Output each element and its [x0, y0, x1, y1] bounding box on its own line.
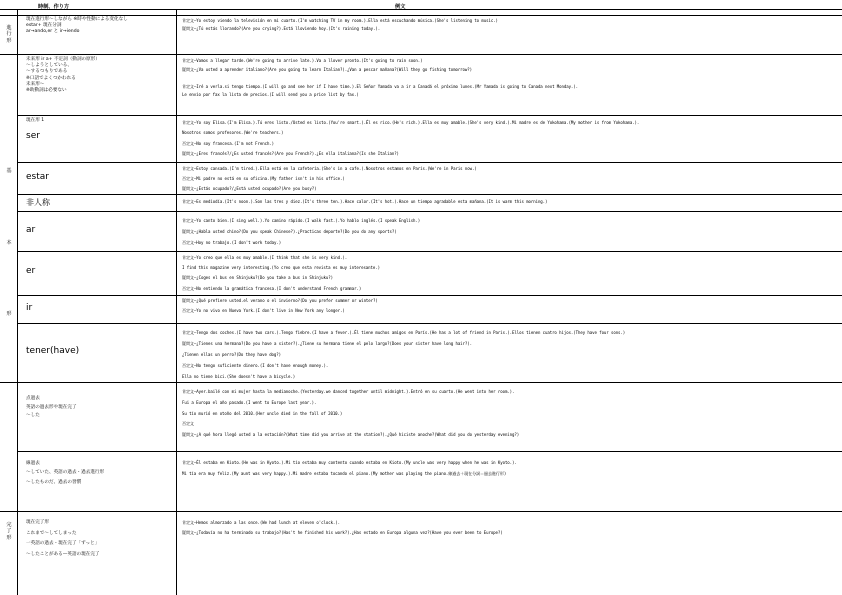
- verb-label: ar: [26, 225, 36, 235]
- row-rule: [18, 251, 842, 252]
- verb-label: 非人称: [26, 198, 50, 207]
- row-rule: [18, 451, 842, 452]
- form-cell: 現在完了形 これまで〜してしまった 一英語の過去・現在完了「ずっと」 〜したことがある—英語の現在完了: [26, 520, 100, 557]
- row-rule: [18, 211, 842, 212]
- form-cell: 現在進行形〜しながら ※時や性動による変化なし estar+ 現在分詞 ar→ando,er と ir→iendo: [26, 17, 128, 35]
- example-cell: 疑問文—¿Qué prefiere usted.el verano o el invierno?(Do you prefer summer or winter?) 否定文—Yo no vivo en Nueva York.(I don't live in New York any longer.): [182, 298, 378, 314]
- example-cell: 肯定文—Tengo dos coches.(I have two cars.).Tengo fiebre.(I have a fever.).Él tiene muchos amigos en París.(He has a lot of friend in Paris.).Ellos tienen cuatro hijos.(They have four sons.) 疑問文—¿Tienes una hermana?(Do you have a sister?).¿Tiene su hermana tiene el pelo largo?(Does your sister have long hair?). ¿Tienen ellas un perro?(Do they have dog?) 否定文—No tengo suficiente dinero.(I don't have enough money.). Ella no tiene bici.(She doesn't have a bicycle.): [182, 330, 626, 380]
- header-form-column: 時制、作り方: [38, 4, 70, 10]
- section-label-basic: 形: [6, 311, 12, 317]
- example-cell: 肯定文—Yo estoy viendo la televisión en mi cuarto.(I'm watching TV in my room.).Ella está escuchando música.(She's listening to music.) 疑問文—¿Tú estás llorando?(Are you crying?).Está lloviendo hoy.(It's raining today.).: [182, 18, 498, 31]
- left-border: [17, 9, 18, 595]
- example-cell: 肯定文—Yo soy Elisa.(I'm Elisa.).Tú eres listo./Usted es listo.(You're smart.).Él es rico.(He's rich.).Ella es muy amable.(She's very kind.).Mi madre es de Yokohama.(My mother is from Yokohama.). Nosotros somos profesores.(We're teachers.) 否定文—No soy francesa.(I'm not French.) 疑問文—¿Eres francés?/¿Es usted francés?(Are you French?).¿Es ella italiana?(Is she Italian?): [182, 120, 640, 157]
- example-cell: 肯定文—Vamos a llegar tarde.(We're going to arrive late.).Va a llover pronto.(It's going to rain soon.) 疑問文—¿Va usted a aprender italiano?(Are you going to learn Italian?).¿Van a pescar mañana?(Will they go fishing tomorrow?) 肯定文—Iré a verla.si tengo tiempo.(I will go and see her if I have time.).El Señor Yamada va a ir a Canadá el próximo lunes.(Mr Yamada is going to Canada next Monday.). Le envío por fax la lista de precios.(I will send you a price list by fax.): [182, 58, 579, 98]
- verb-label: ir: [26, 303, 33, 313]
- row-rule: [18, 323, 842, 324]
- example-cell: 肯定文—Hemos almorzado a las once.(We had lunch at eleven o'clock.). 疑問文—¿Todavía no ha terminado su trabajo?(Has't he finished his work?).¿Has estado en Europa alguna vez?(Have you ever been to Europe?): [182, 520, 503, 536]
- row-rule: [0, 54, 842, 55]
- example-cell: 肯定文—Es mediodía.(It's noon.).Son las tres y diez.(It's three ten.).Hace calor.(It's hot.).Hace un tiempo agradable esta mañana.(It is warm this morning.): [182, 199, 548, 204]
- example-cell: 肯定文—Ayer.bailé con mi mujer hasta la medianoche.(Yesterday.we danced together until midnight.).Entró en su cuarto.(He went into her room.). Fui a Europa el año pasado.(I went to Europe last year.). Su tío murió en otoño del 2010.(Her uncle died in the fall of 2010.) 否定文 疑問文—¿A qué hora llegó usted a la estación?(What time did you arrive at the station?).¿Qué hiciste anoche?(What did you do yesterday evening?): [182, 389, 520, 438]
- form-cell: 未来形 ir a+ 不定詞（動詞の原形） 〜しようとしている、 〜するつもりである ※口語でよくつかわれる 未来形〜 ※助動詞は必要ない: [26, 57, 100, 94]
- example-cell: 肯定文—Yo creo que ella es muy amable.(I think that she is very kind.). I find this magazine very interesting.(Yo creo que esta revista es muy interesante.) 疑問文—¿Coges el bus en Shinjuku?(Do you take a bus in Shinjuku?) 否定文—No entiendo la gramática francesa.(I don't understand French grammar.): [182, 255, 380, 291]
- header-example-column: 例文: [395, 4, 406, 10]
- form-cell: 点過去 英語の過去形や現在完了 〜した: [26, 396, 77, 419]
- verb-label: ser: [26, 131, 40, 141]
- column-divider: [176, 9, 177, 595]
- row-rule: [18, 115, 842, 116]
- example-cell: 肯定文—Yo canto bien.(I sing well.).Yo camino rápido.(I walk fast.).Yo hablo inglés.(I speak English.) 疑問文—¿Habla usted chino?(Do you speak Chinese?).¿Practicas deporte?(Do you do any sports?) 否定文—Hoy no trabajo.(I don't work today.): [182, 218, 421, 245]
- section-label-perfect: 完 了 形: [6, 522, 12, 541]
- verb-label: estar: [26, 172, 49, 182]
- form-cell: 線過去 〜していた、英語の過去・過去進行形 〜したものだ、過去の習慣: [26, 461, 105, 485]
- verb-label: er: [26, 266, 36, 276]
- section-label-basic: 基: [6, 168, 12, 174]
- example-cell: 肯定文—Él estaba en Kioto.(He was in Kyoto.).Mi tío estaba muy contento cuando estaba en Kioto.(My uncle was very happy when he was in Kyoto.). Mi tía era muy feliz.(My aunt was very happy.).Mi madre estaba tocando el piano.(My mother was playing the piano.線過去＋現在分詞＝過去進行形): [182, 460, 517, 476]
- section-label-progressive: 進 行 形: [6, 25, 12, 44]
- row-rule: [0, 15, 842, 16]
- header-rule: [0, 9, 842, 10]
- form-cell: 現在形 1: [26, 118, 45, 123]
- row-rule: [18, 162, 842, 163]
- row-rule: [0, 511, 842, 512]
- verb-label: tener(have): [26, 346, 80, 356]
- example-cell: 肯定文—Estoy cansada.(I'm tired.).Ella está en la cafetería.(She's in a cafe.).Nosotros estamos en París.(We're in Paris now.) 否定文—Mi padre no está en su oficina.(My father isn't in his office.) 疑問文—¿Estás ocupado?/¿Está usted ocupado?(Are you busy?): [182, 166, 477, 192]
- section-label-basic: 本: [6, 240, 12, 246]
